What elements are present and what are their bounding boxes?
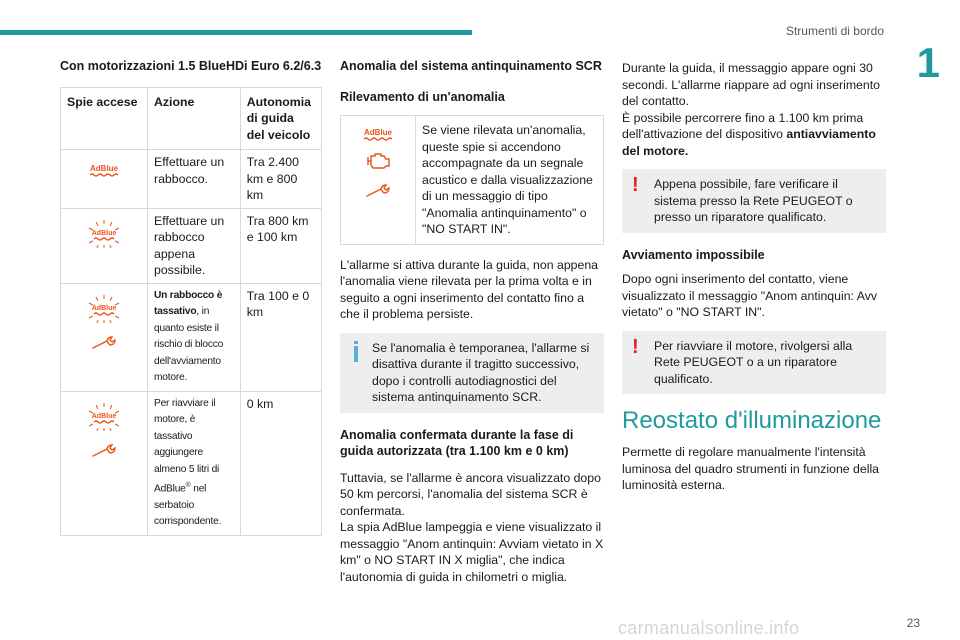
flashing-paragraph: La spia AdBlue lampeggia e viene visualizzato il messaggio "Anom antinquin: Avviam vietato in X km" o NO START IN X miglia", che indica l'autonomia di guida in chilometri o miglia. — [340, 520, 604, 584]
warning-note: ! Per riavviare il motore, rivolgersi alla Rete PEUGEOT o a un riparatore qualificato. — [622, 331, 886, 395]
confirmed-paragraph: Tuttavia, se l'allarme è ancora visualizzato dopo 50 km percorsi, l'anomalia del sistema SCR è confermata. — [340, 470, 601, 518]
section-title: Reostato d'illuminazione — [622, 407, 882, 434]
table-header-range: Autonomia di guida del veicolo — [240, 87, 321, 150]
start-impossible-heading: Avviamento impossibile — [622, 247, 765, 262]
svg-text:AdBlue: AdBlue — [91, 304, 117, 312]
adblue-icon: AdBlue — [364, 128, 392, 141]
immobilizer-paragraph: È possibile percorrere fino a 1.100 km prima dell'attivazione del dispositivo antiavviamento del motore. — [622, 110, 876, 158]
table-header-action: Azione — [148, 87, 241, 150]
table-row — [61, 208, 322, 283]
adblue-icon: AdBlue — [90, 164, 118, 177]
table-header-lights: Spie accese — [61, 87, 148, 150]
watermark: carmanualsonline.info — [618, 618, 800, 638]
warning-icon: ! — [632, 335, 639, 358]
row-range: 0 km — [240, 391, 321, 535]
warning-icon: ! — [632, 174, 639, 196]
driving-paragraph: Durante la guida, il messaggio appare ogni 30 secondi. L'allarme riappare ad ogni inserimento del contatto. — [622, 61, 880, 108]
confirmed-fault-heading: Anomalia confermata durante la fase di guida autorizzata (tra 1.100 km e 0 km) — [340, 427, 574, 458]
wrench-icon — [365, 184, 391, 198]
page-number: 23 — [906, 616, 920, 630]
table-row — [61, 283, 322, 391]
dimmer-paragraph: Permette di regolare manualmente l'intensità luminosa del quadro strumenti in funzione della luminosità esterna. — [622, 445, 880, 492]
table-row: AdBlue Per riavviare il motore, è tassativo aggiungere almeno 5 litri di AdBlue® nel serbatoio corrispondente. 0 km — [61, 391, 322, 535]
engine-heading: Con motorizzazioni 1.5 BlueHDi Euro 6.2/6.3 — [60, 59, 322, 73]
alarm-paragraph: L'allarme si attiva durante la guida, non appena l'anomalia viene rilevata per la prima volta e in seguito a ogni inserimento del contatto fino a che il problema persiste. — [340, 257, 599, 321]
wrench-icon — [91, 336, 117, 350]
engine-check-icon — [364, 151, 392, 171]
chapter-number: 1 — [916, 39, 940, 86]
warning-lights-table — [60, 87, 322, 536]
adblue-flashing-icon — [87, 219, 121, 249]
row-range: Tra 2.400 km e 800 km — [240, 150, 321, 209]
start-paragraph: Dopo ogni inserimento del contatto, viene visualizzato il messaggio "Anom antinquin: Avv vietato" o "NO START IN". — [622, 272, 877, 319]
svg-text:AdBlue: AdBlue — [91, 412, 117, 420]
row-action-bold: Un rabbocco è tassativo — [154, 289, 223, 317]
row-action: , in quanto esiste il rischio di blocco dell'avviamento motore. — [154, 306, 224, 383]
info-note: Se l'anomalia è temporanea, l'allarme si disattiva durante il tragitto successivo, dopo i controlli autodiagnostici del sistema antinquinamento SCR. — [340, 333, 604, 413]
row-action: Effettuare un rabbocco. — [148, 150, 241, 209]
info-icon — [350, 341, 364, 362]
row-range: Tra 100 e 0 km — [240, 283, 321, 391]
table-row — [61, 150, 322, 209]
column-3 — [622, 60, 886, 494]
detection-box — [340, 115, 604, 245]
row-action: Per riavviare il motore, è tassativo aggiungere almeno 5 litri di AdBlue — [154, 397, 220, 495]
table-header-row — [61, 87, 322, 150]
header-accent-bar — [0, 30, 472, 35]
adblue-flashing-icon — [87, 402, 121, 432]
column-2 — [340, 58, 604, 585]
adblue-flashing-icon — [87, 294, 121, 324]
row-action: Effettuare un rabbocco appena possibile. — [148, 208, 241, 283]
detection-heading: Rilevamento di un'anomalia — [340, 89, 505, 104]
svg-text:AdBlue: AdBlue — [91, 229, 117, 237]
detection-text: Se viene rilevata un'anomalia, queste spie si accendono accompagnate da un segnale acustico e dalla visualizzazione di un messaggio di tipo "Anomalia antinquinamento" o "NO START IN". — [416, 116, 604, 245]
row-range: Tra 800 km e 100 km — [240, 208, 321, 283]
wrench-icon — [91, 444, 117, 458]
header-title: Strumenti di bordo — [785, 24, 884, 38]
column-1 — [60, 58, 322, 536]
warning-note: ! Appena possibile, fare verificare il sistema presso la Rete PEUGEOT o presso un riparatore qualificato. — [622, 169, 886, 233]
scr-heading: Anomalia del sistema antinquinamento SCR — [340, 59, 602, 73]
